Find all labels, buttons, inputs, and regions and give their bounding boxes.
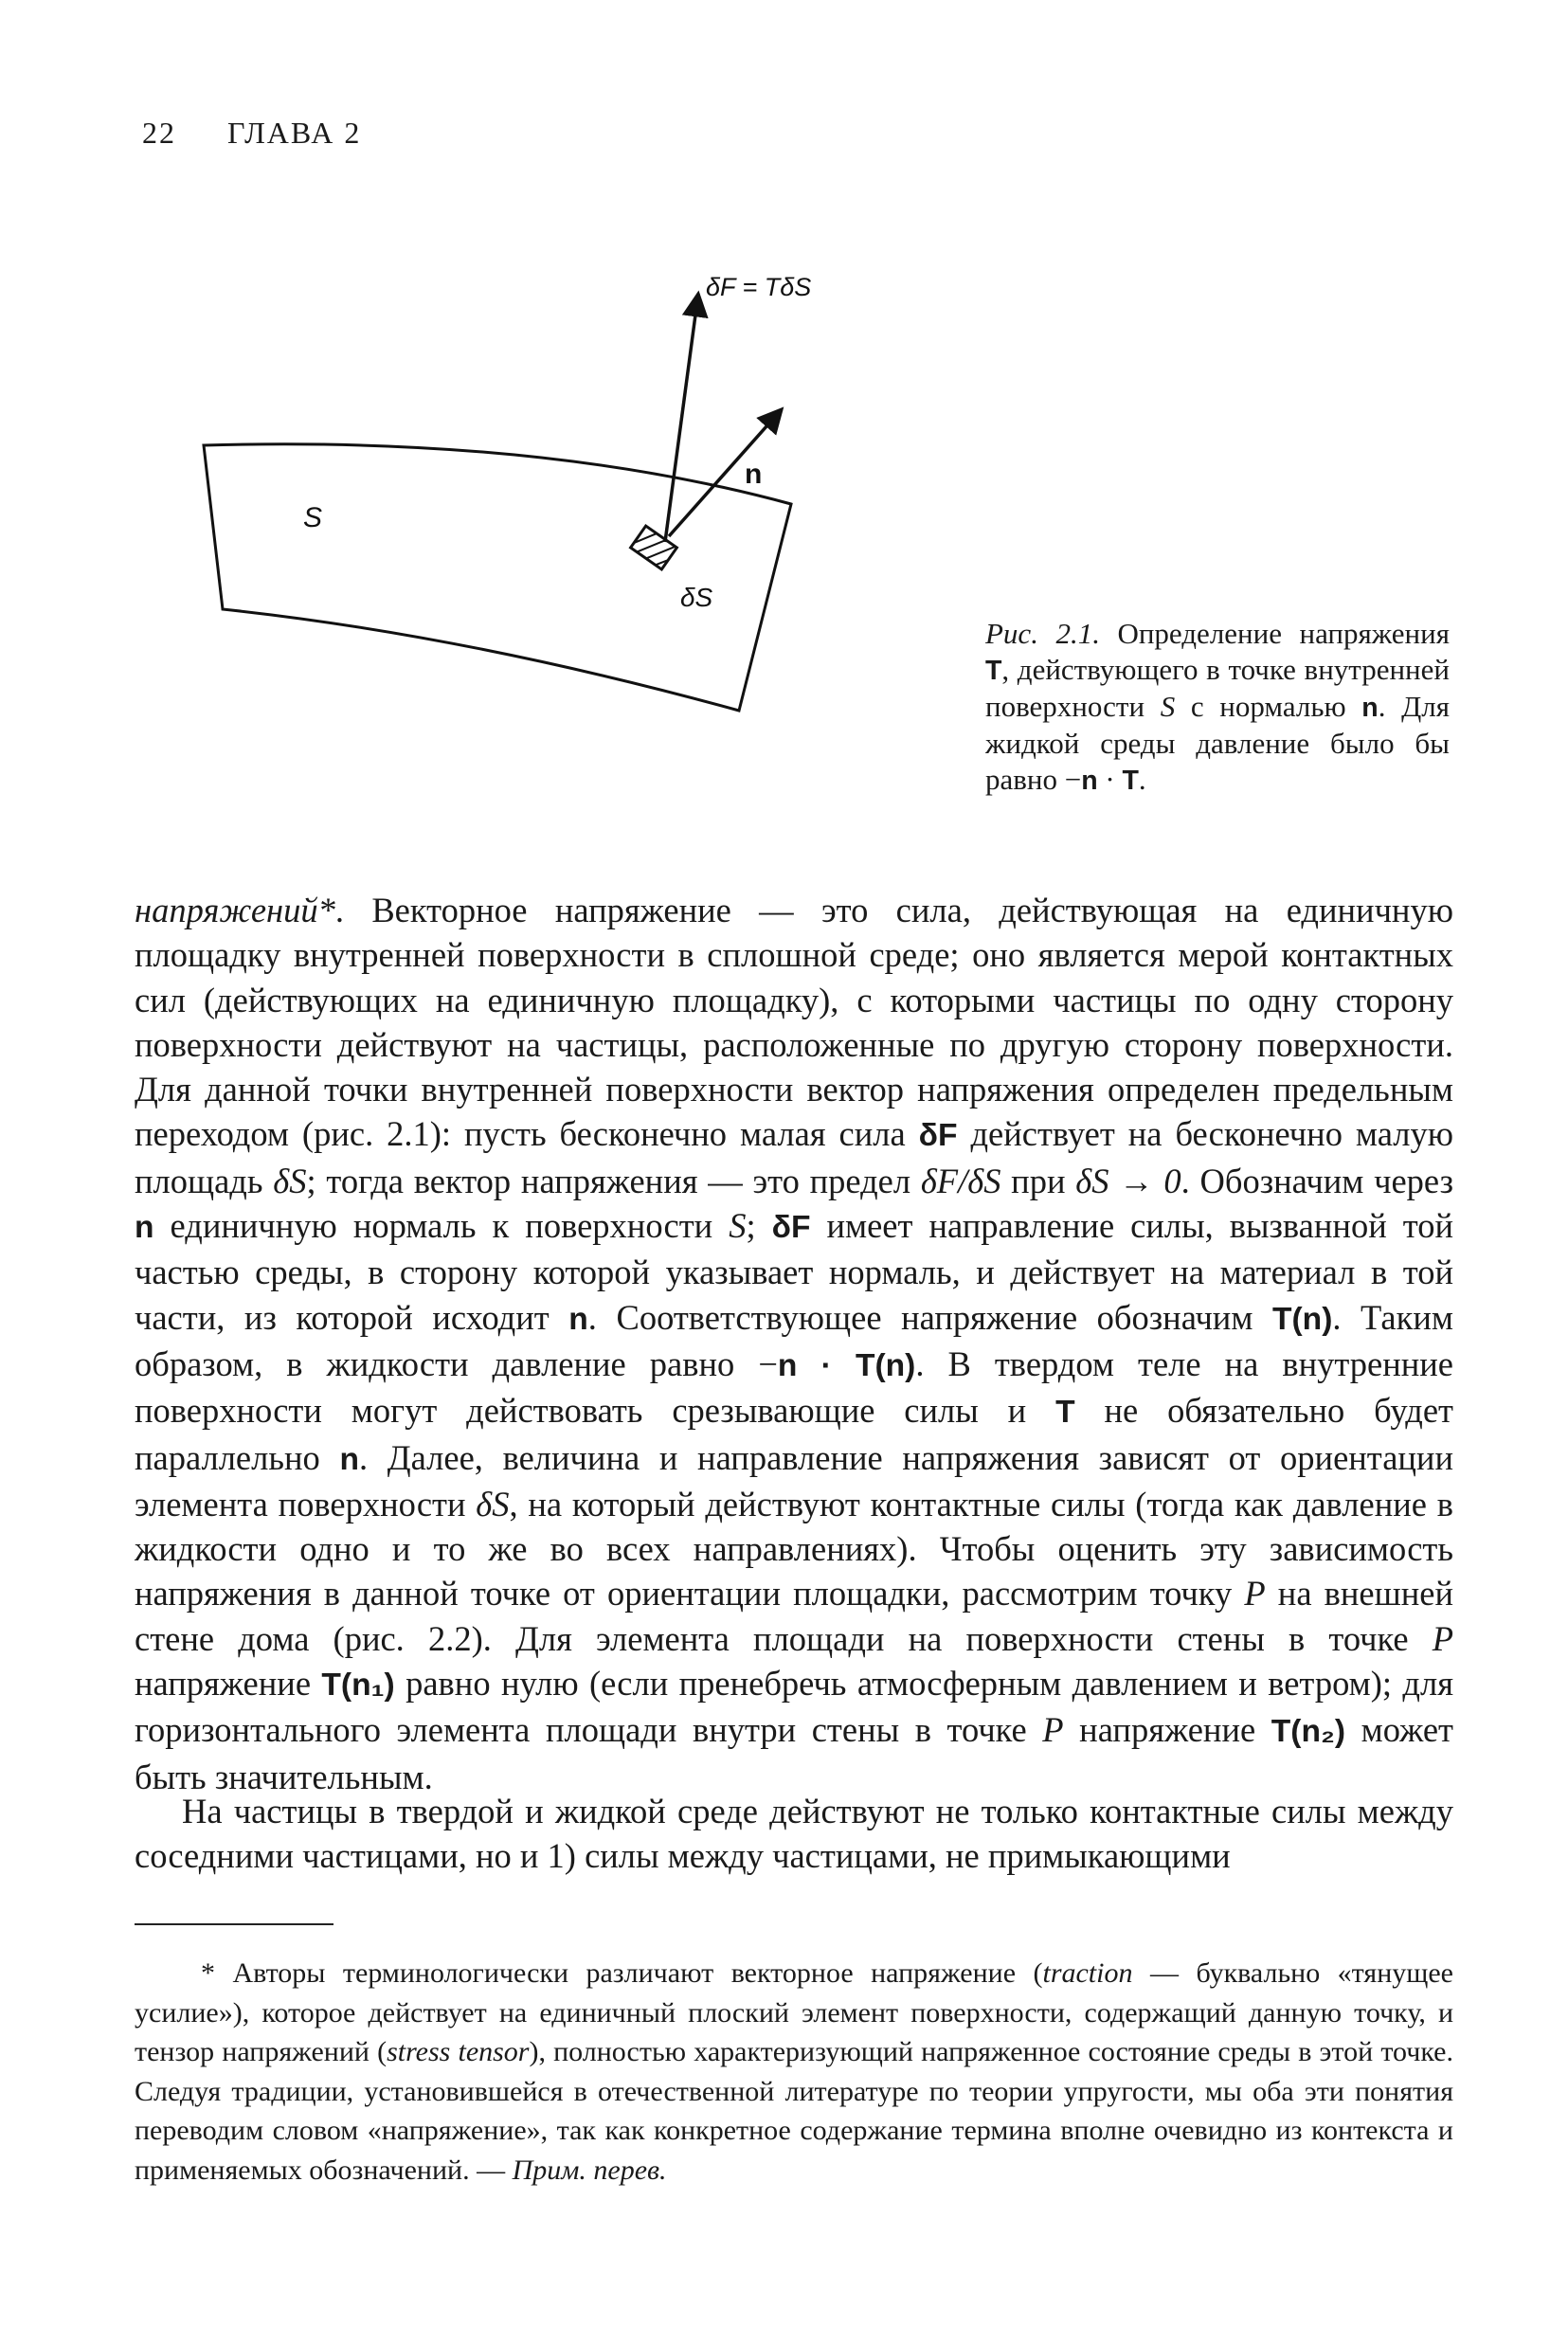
body-paragraph-2: На частицы в твердой и жидкой среде действуют не только контактные силы между соседними частицами, но и 1) силы между частицами, не примыкающими bbox=[135, 1792, 1453, 1876]
normal-vector bbox=[669, 409, 782, 536]
footnote-divider bbox=[135, 1923, 333, 1925]
stress-vector-diagram bbox=[142, 256, 824, 862]
area-label: δS bbox=[680, 583, 713, 612]
surface-outline bbox=[204, 444, 791, 711]
surface-label: S bbox=[303, 502, 323, 533]
page-number: 22 bbox=[142, 116, 176, 150]
body-paragraph-1: напряжений*. Векторное напряжение — это сила, действующая на единичную площадку внутренней поверхности в сплошной среде; оно является мерой контактных сил (действующих на единичную площадку), с которыми частицы по одну сторону поверхности действуют на частицы, расположенные по другую сторону поверхности. Для данной точки внутренней поверхности вектор напряжения определен предельным переходом (рис. 2.1): пусть бесконечно малая сила δF действует на бесконечно малую площадь δS; тогда вектор напряжения — это предел δF/δS при δS → 0. Обозначим через n единичную нормаль к поверхности S; δF имеет направление силы, вызванной той частью среды, в сторону которой указывает нормаль, и действует на материал в той части, из которой исходит n. Соответствующее напряжение обозначим T(n). Таким образом, в жидкости давление равно −n · T(n). В твердом теле на внутренние поверхности могут действовать срезывающие силы и T не обязательно будет параллельно n. Далее, величина и направление напряжения зависят от ориентации элемента поверхности δS, на который действуют контактные силы (тогда как давление в жидкости одно и то же во всех направлениях). Чтобы оценить эту зависимость напряжения в данной точке от ориентации площадки, рассмотрим точку P на внешней стене дома (рис. 2.2). Для элемента площади на поверхности стены в точке P напряжение T(n₁) равно нулю (если пренебречь атмосферным давлением и ветром); для горизонтального элемента площади внутри стены в точке P напряжение T(n₂) может быть значительным. bbox=[135, 891, 1454, 1796]
chapter-title: ГЛАВА 2 bbox=[227, 116, 362, 150]
force-label: δF = TδS bbox=[706, 273, 812, 301]
footnote: * Авторы терминологически различают векторное напряжение (traction — буквально «тянущее усилие»), которое действует на единичный плоский элемент поверхности, содержащий данную точку, и тензор напряжений (stress tensor), полностью характеризующий напряженное состояние среды в этой точке. Следуя традиции, установившейся в отечественной литературе по теории упругости, мы оба эти понятия переводим словом «напряжение», так как конкретное содержание термина вполне очевидно из контекста и применяемых обозначений. — Прим. перев. bbox=[135, 1957, 1453, 2186]
area-element bbox=[631, 526, 677, 569]
normal-label: n bbox=[745, 459, 763, 490]
figure-caption: Рис. 2.1. Определение напряжения T, действующего в точке внутренней поверхности S с нормалью n. Для жидкой среды давление было бы равно −n · T. bbox=[985, 617, 1450, 796]
force-vector bbox=[665, 294, 698, 542]
running-header bbox=[142, 116, 361, 151]
